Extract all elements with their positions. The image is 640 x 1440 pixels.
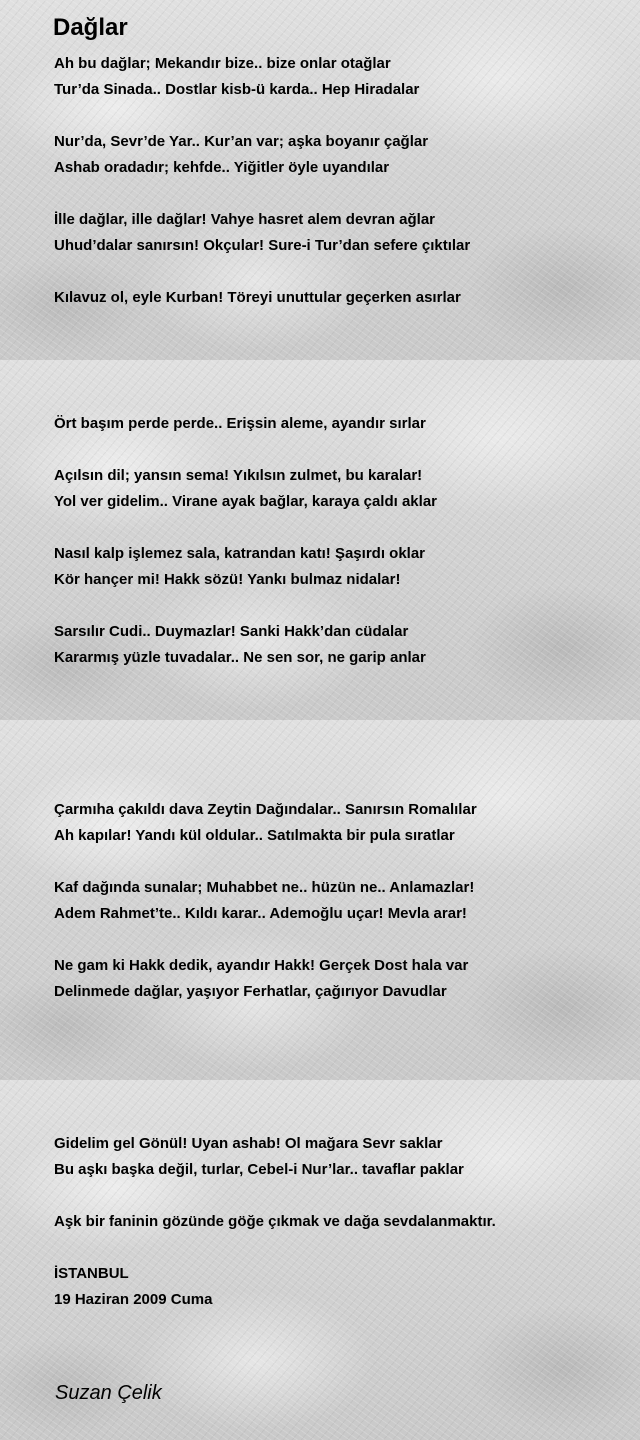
poem-line: Sarsılır Cudi.. Duymazlar! Sanki Hakk’dan cüdalar <box>54 623 409 640</box>
poem-line: İlle dağlar, ille dağlar! Vahye hasret alem devran ağlar <box>54 211 436 228</box>
poem-line: Delinmede dağlar, yaşıyor Ferhatlar, çağırıyor Davudlar <box>54 983 447 1000</box>
poem-line: Ne gam ki Hakk dedik, ayandır Hakk! Gerçek Dost hala var <box>54 957 469 974</box>
poem-line: Uhud’dalar sanırsın! Okçular! Sure-i Tur’dan sefere çıktılar <box>54 237 471 254</box>
poem-line: Tur’da Sinada.. Dostlar kisb-ü karda.. Hep Hiradalar <box>54 81 420 98</box>
poem-line: Bu aşkı başka değil, turlar, Cebel-i Nur’lar.. tavaflar paklar <box>54 1161 464 1178</box>
poem-line: Yol ver gidelim.. Virane ayak bağlar, karaya çaldı aklar <box>54 493 437 510</box>
poem-date: 19 Haziran 2009 Cuma <box>54 1291 213 1308</box>
poem-line: Aşk bir faninin gözünde göğe çıkmak ve dağa sevdalanmaktır. <box>54 1213 496 1230</box>
poem-line: Gidelim gel Gönül! Uyan ashab! Ol mağara Sevr saklar <box>54 1135 443 1152</box>
poem-line: Açılsın dil; yansın sema! Yıkılsın zulmet, bu karalar! <box>54 467 423 484</box>
poem-line: Ah bu dağlar; Mekandır bize.. bize onlar otağlar <box>54 55 391 72</box>
poem-line: Ah kapılar! Yandı kül oldular.. Satılmakta bir pula sıratlar <box>54 827 455 844</box>
poem-line: Nur’da, Sevr’de Yar.. Kur’an var; aşka boyanır çağlar <box>54 133 429 150</box>
poem-line: Kör hançer mi! Hakk sözü! Yankı bulmaz nidalar! <box>54 571 401 588</box>
poem-line: Kılavuz ol, eyle Kurban! Töreyi unuttular geçerken asırlar <box>54 289 461 306</box>
poem-line: Adem Rahmet’te.. Kıldı karar.. Ademoğlu uçar! Mevla arar! <box>54 905 467 922</box>
poem-title: Dağlar <box>53 14 128 41</box>
poem-line: Ashab oradadır; kehfde.. Yiğitler öyle uyandılar <box>54 159 390 176</box>
poem-line: Nasıl kalp işlemez sala, katrandan katı! Şaşırdı oklar <box>54 545 426 562</box>
poem-line: Ört başım perde perde.. Erişsin aleme, ayandır sırlar <box>54 415 426 432</box>
poem-line: Kararmış yüzle tuvadalar.. Ne sen sor, ne garip anlar <box>54 649 426 666</box>
background-panel <box>0 720 640 1080</box>
poem-author: Suzan Çelik <box>55 1382 162 1404</box>
poem-place: İSTANBUL <box>54 1265 129 1282</box>
poem-line: Çarmıha çakıldı dava Zeytin Dağındalar.. Sanırsın Romalılar <box>54 801 477 818</box>
poem-line: Kaf dağında sunalar; Muhabbet ne.. hüzün ne.. Anlamazlar! <box>54 879 475 896</box>
